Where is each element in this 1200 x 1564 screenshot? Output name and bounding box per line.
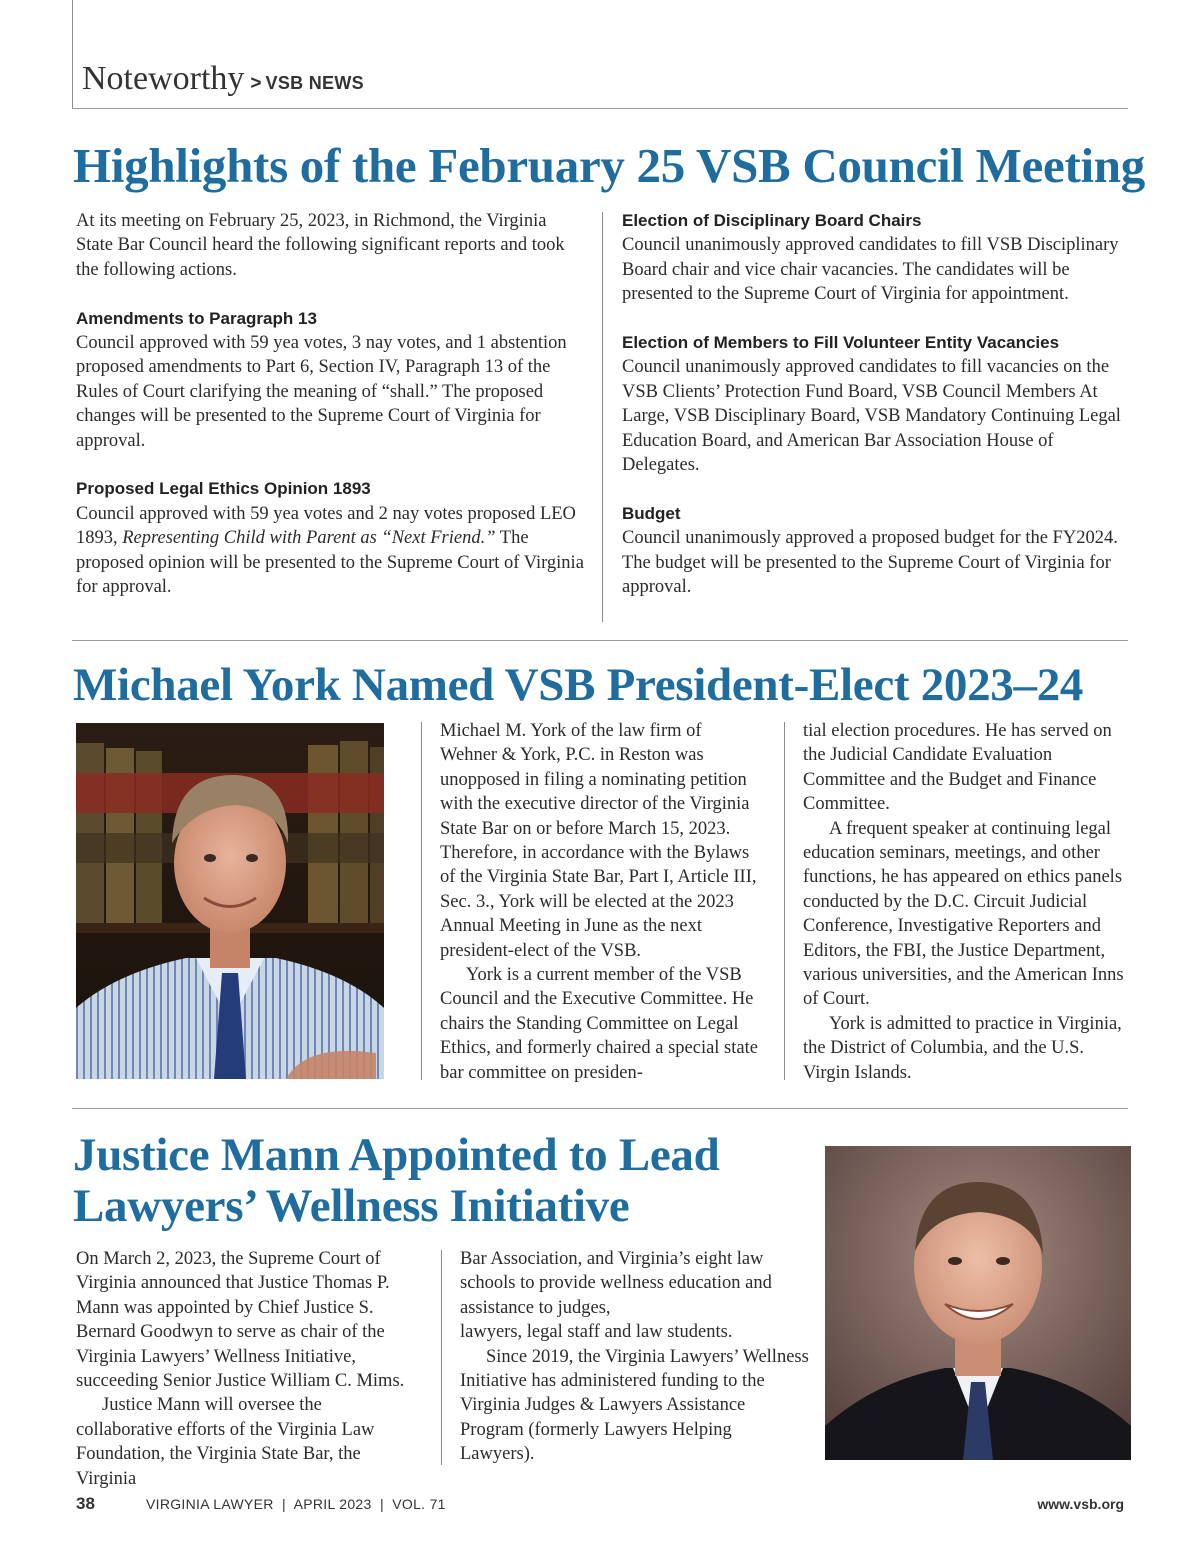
header-rule — [72, 108, 1128, 109]
publication-info: VIRGINIA LAWYER | APRIL 2023 | VOL. 71 — [146, 1496, 446, 1512]
article2-rule-left — [421, 722, 422, 1080]
mann-title-line2: Lawyers’ Wellness Initiative — [73, 1180, 630, 1232]
disc-heading: Election of Disciplinary Board Chairs — [622, 211, 922, 230]
article-title-council-meeting: Highlights of the February 25 VSB Council Meeting — [73, 138, 1145, 193]
leo-body-text: Council approved with 59 yea votes and 2 nay votes proposed LEO 1893, — [76, 503, 576, 549]
mann-p1: On March 2, 2023, the Supreme Court of Virginia announced that Justice Thomas P. Mann was appointed by Chief Justice S. Bernard Goodwyn to serve as chair of the Virginia Lawyers’ Wellness Initiative, succeeding Senior Justice William C. Mims. — [76, 1249, 405, 1392]
subsection-name: VSB NEWS — [265, 73, 364, 93]
leo-body — [76, 502, 588, 600]
york-p3: A frequent speaker at continuing legal education seminars, meetings, and other functions, he has appeared on ethics panels conducted by the D.C. Circuit Judicial Conference, Investigative Reporters and Editors, the FBI, the Justice Department, various universities, and the American Inns of Court. — [803, 818, 1124, 1010]
mann-p2a: Justice Mann will oversee the collaborative efforts of the Virginia Law Foundation, the Virginia State Bar, the Virginia — [76, 1395, 375, 1489]
leo-title: Representing Child with Parent as “Next Friend.” — [122, 528, 496, 549]
amend-body: Council approved with 59 yea votes, 3 nay votes, and 1 abstention proposed amendments to Part 6, Section IV, Paragraph 13 of the Rules of Court clarifying the meaning of “shall.” The proposed changes will be presented to the Supreme Court of Virginia for approval. — [76, 333, 567, 451]
page-number: 38 — [76, 1494, 95, 1513]
vol-body: Council unanimously approved candidates to fill vacancies on the VSB Clients’ Protection Fund Board, VSB Council Members At Large, VSB Disciplinary Board, VSB Mandatory Continuing Legal Education Board, and American Bar Association House of Delegates. — [622, 357, 1121, 476]
article3-right-column — [460, 1247, 810, 1467]
article2-rule-right — [784, 722, 785, 1080]
mann-portrait-illustration — [825, 1146, 1131, 1460]
york-p2b: tial election procedures. He has served on the Judicial Candidate Evaluation Committee and the Budget and Finance Committee. — [803, 721, 1112, 815]
header-left-rule — [72, 0, 73, 108]
article2-right-column — [803, 719, 1131, 1085]
article-divider-1 — [72, 640, 1128, 641]
york-p1: Michael M. York of the law firm of Wehner & York, P.C. in Reston was unopposed in filing a nominating petition with the executive director of the Virginia State Bar on or before March 15, 2023. Therefore, in accordance with the Bylaws of the Virginia State Bar, Part I, Article III, Sec. 3., York will be elected at the 2023 Annual Meeting in June as the next president-elect of the VSB. — [440, 721, 757, 961]
article2-middle-column — [440, 719, 762, 1085]
mann-p2c: lawyers, legal staff and law students. — [460, 1322, 733, 1343]
article3-left-column — [76, 1247, 421, 1491]
disc-body: Council unanimously approved candidates to fill VSB Disciplinary Board chair and vice chair vacancies. The candidates will be presented to the Supreme Court of Virginia for appointment. — [622, 235, 1119, 305]
york-p4: York is admitted to practice in Virginia, the District of Columbia, and the U.S. Virgin Islands. — [803, 1013, 1122, 1083]
budget-body: Council unanimously approved a proposed budget for the FY2024. The budget will be presented to the Supreme Court of Virginia for approval. — [622, 528, 1118, 598]
article1-intro: At its meeting on February 25, 2023, in Richmond, the Virginia State Bar Council heard the following significant reports and took the following actions. — [76, 211, 565, 280]
article-title-york: Michael York Named VSB President-Elect 2023–24 — [73, 659, 1084, 711]
article1-left-column — [76, 209, 588, 599]
article1-right-column — [622, 209, 1130, 599]
mann-p3: Since 2019, the Virginia Lawyers’ Wellness Initiative has administered funding to the Virginia Judges & Lawyers Assistance Program (formerly Lawyers Helping Lawyers). — [460, 1346, 809, 1465]
michael-york-photo — [76, 723, 384, 1079]
york-p2a: York is a current member of the VSB Council and the Executive Committee. He chairs the Standing Committee on Legal Ethics, and formerly chaired a special state bar committee on presiden- — [440, 965, 758, 1083]
section-name: Noteworthy — [82, 60, 245, 97]
justice-mann-photo — [825, 1146, 1131, 1460]
article-title-mann — [73, 1130, 719, 1232]
section-arrow: > — [250, 73, 262, 94]
mann-title-line1: Justice Mann Appointed to Lead — [73, 1129, 720, 1181]
york-portrait-illustration — [76, 723, 384, 1079]
vol-heading: Election of Members to Fill Volunteer Entity Vacancies — [622, 333, 1060, 353]
website-link[interactable]: www.vsb.org — [1037, 1496, 1124, 1512]
mann-p2b: Bar Association, and Virginia’s eight law schools to provide wellness education and assistance to judges, — [460, 1249, 772, 1318]
article-divider-2 — [72, 1108, 1128, 1109]
article3-column-rule — [441, 1250, 442, 1465]
leo-heading: Proposed Legal Ethics Opinion 1893 — [76, 479, 371, 499]
amend-heading: Amendments to Paragraph 13 — [76, 308, 317, 328]
budget-heading: Budget — [622, 503, 681, 523]
article1-column-rule — [602, 212, 603, 622]
leo-body-text-end: The proposed opinion will be presented to the Supreme Court of Virginia for approval. — [76, 528, 584, 598]
section-label — [82, 60, 364, 98]
